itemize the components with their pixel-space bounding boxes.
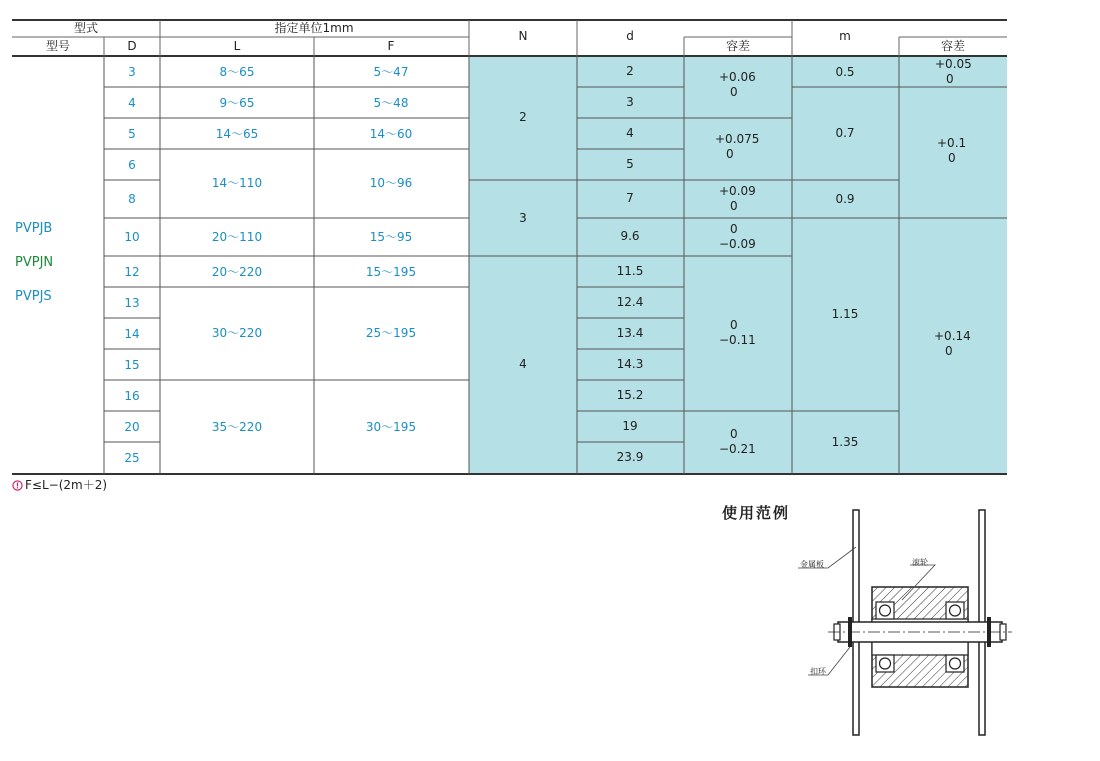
cell-N: 4 — [519, 357, 527, 371]
cell-d: 11.5 — [616, 264, 644, 278]
header-col-L: L — [233, 39, 241, 53]
cell-D: 12 — [124, 265, 140, 279]
cell-D: 4 — [128, 96, 136, 110]
example-title: 使用范例 — [722, 504, 791, 522]
bearing-bottom-right — [946, 655, 964, 672]
cell-L: 20～220 — [211, 265, 263, 279]
cell-D: 5 — [128, 127, 136, 141]
usage-example-diagram — [790, 505, 1030, 741]
cell-N: 3 — [519, 211, 527, 225]
model-name: PVPJS — [15, 289, 52, 304]
cell-d: 13.4 — [616, 326, 644, 340]
cell-F: 14～60 — [369, 127, 413, 141]
cell-m: 1.15 — [831, 307, 859, 321]
model-name: PVPJB — [15, 221, 53, 236]
cell-F: 10～96 — [369, 176, 413, 190]
cell-d: 12.4 — [616, 295, 644, 309]
d-tolerance: 0 −0.09 — [719, 222, 756, 251]
footnote — [12, 478, 107, 492]
header-col-m-tolerance: 容差 — [940, 39, 966, 53]
cell-L: 9～65 — [219, 96, 255, 110]
label-retaining-ring: 扣环 — [810, 667, 826, 676]
bearing-top-left — [876, 602, 894, 619]
cell-d: 14.3 — [616, 357, 644, 371]
header-col-m: m — [839, 29, 851, 43]
d-tolerance: +0.09 0 — [719, 184, 756, 213]
d-tolerance: +0.06 0 — [719, 70, 756, 99]
cell-D: 10 — [124, 230, 140, 244]
cell-L: 20～110 — [211, 230, 263, 244]
header-col-D: D — [127, 39, 137, 53]
cell-F: 5～47 — [373, 65, 409, 79]
header-spec-group: 指定单位1mm — [274, 21, 354, 35]
m-tolerance: +0.1 0 — [937, 136, 967, 165]
footnote-text: F≤L−(2m＋2) — [25, 478, 108, 492]
cell-m: 0.5 — [835, 65, 855, 79]
cell-d: 19 — [622, 419, 638, 433]
d-tolerance: 0 −0.11 — [719, 318, 756, 347]
header-type-group: 型式 — [73, 21, 99, 35]
bearing-bottom-left — [876, 655, 894, 672]
cell-F: 25～195 — [365, 326, 417, 340]
cell-d: 3 — [626, 95, 634, 109]
cell-D: 20 — [124, 420, 140, 434]
cell-D: 16 — [124, 389, 140, 403]
cell-N: 2 — [519, 110, 527, 124]
cell-D: 6 — [128, 158, 136, 172]
cell-D: 8 — [128, 192, 136, 206]
cell-F: 15～95 — [369, 230, 413, 244]
cell-d: 4 — [626, 126, 634, 140]
header-col-F: F — [387, 39, 395, 53]
cell-L: 35～220 — [211, 420, 263, 434]
cell-d: 23.9 — [616, 450, 644, 464]
cell-D: 25 — [124, 451, 140, 465]
header-col-d-tolerance: 容差 — [725, 39, 751, 53]
d-tolerance: 0 −0.21 — [719, 427, 756, 456]
cell-d: 2 — [626, 64, 634, 78]
cell-D: 3 — [128, 65, 136, 79]
cell-d: 7 — [626, 191, 634, 205]
caution-icon — [12, 480, 23, 491]
cell-L: 14～110 — [211, 176, 263, 190]
label-metal-plate: 金属板 — [800, 560, 824, 569]
cell-D: 13 — [124, 296, 140, 310]
cell-L: 30～220 — [211, 326, 263, 340]
d-tolerance: +0.075 0 — [715, 132, 760, 161]
cell-m: 0.7 — [835, 126, 855, 140]
cell-L: 8～65 — [219, 65, 255, 79]
cell-F: 5～48 — [373, 96, 409, 110]
cell-m: 0.9 — [835, 192, 855, 206]
cell-d: 9.6 — [620, 229, 640, 243]
model-name: PVPJN — [15, 255, 54, 270]
bearing-top-right — [946, 602, 964, 619]
header-col-d: d — [626, 29, 634, 43]
m-tolerance: +0.05 0 — [935, 57, 972, 86]
cell-L: 14～65 — [215, 127, 259, 141]
cell-F: 15～195 — [365, 265, 417, 279]
header-col-N: N — [518, 29, 528, 43]
cell-D: 14 — [124, 327, 140, 341]
cell-F: 30～195 — [365, 420, 417, 434]
cell-d: 5 — [626, 157, 634, 171]
m-tolerance: +0.14 0 — [934, 329, 971, 358]
cell-d: 15.2 — [616, 388, 644, 402]
cell-D: 15 — [124, 358, 140, 372]
cell-m: 1.35 — [831, 435, 859, 449]
header-type-no: 型号 — [45, 39, 71, 53]
label-roller: 滚轮 — [912, 558, 928, 567]
